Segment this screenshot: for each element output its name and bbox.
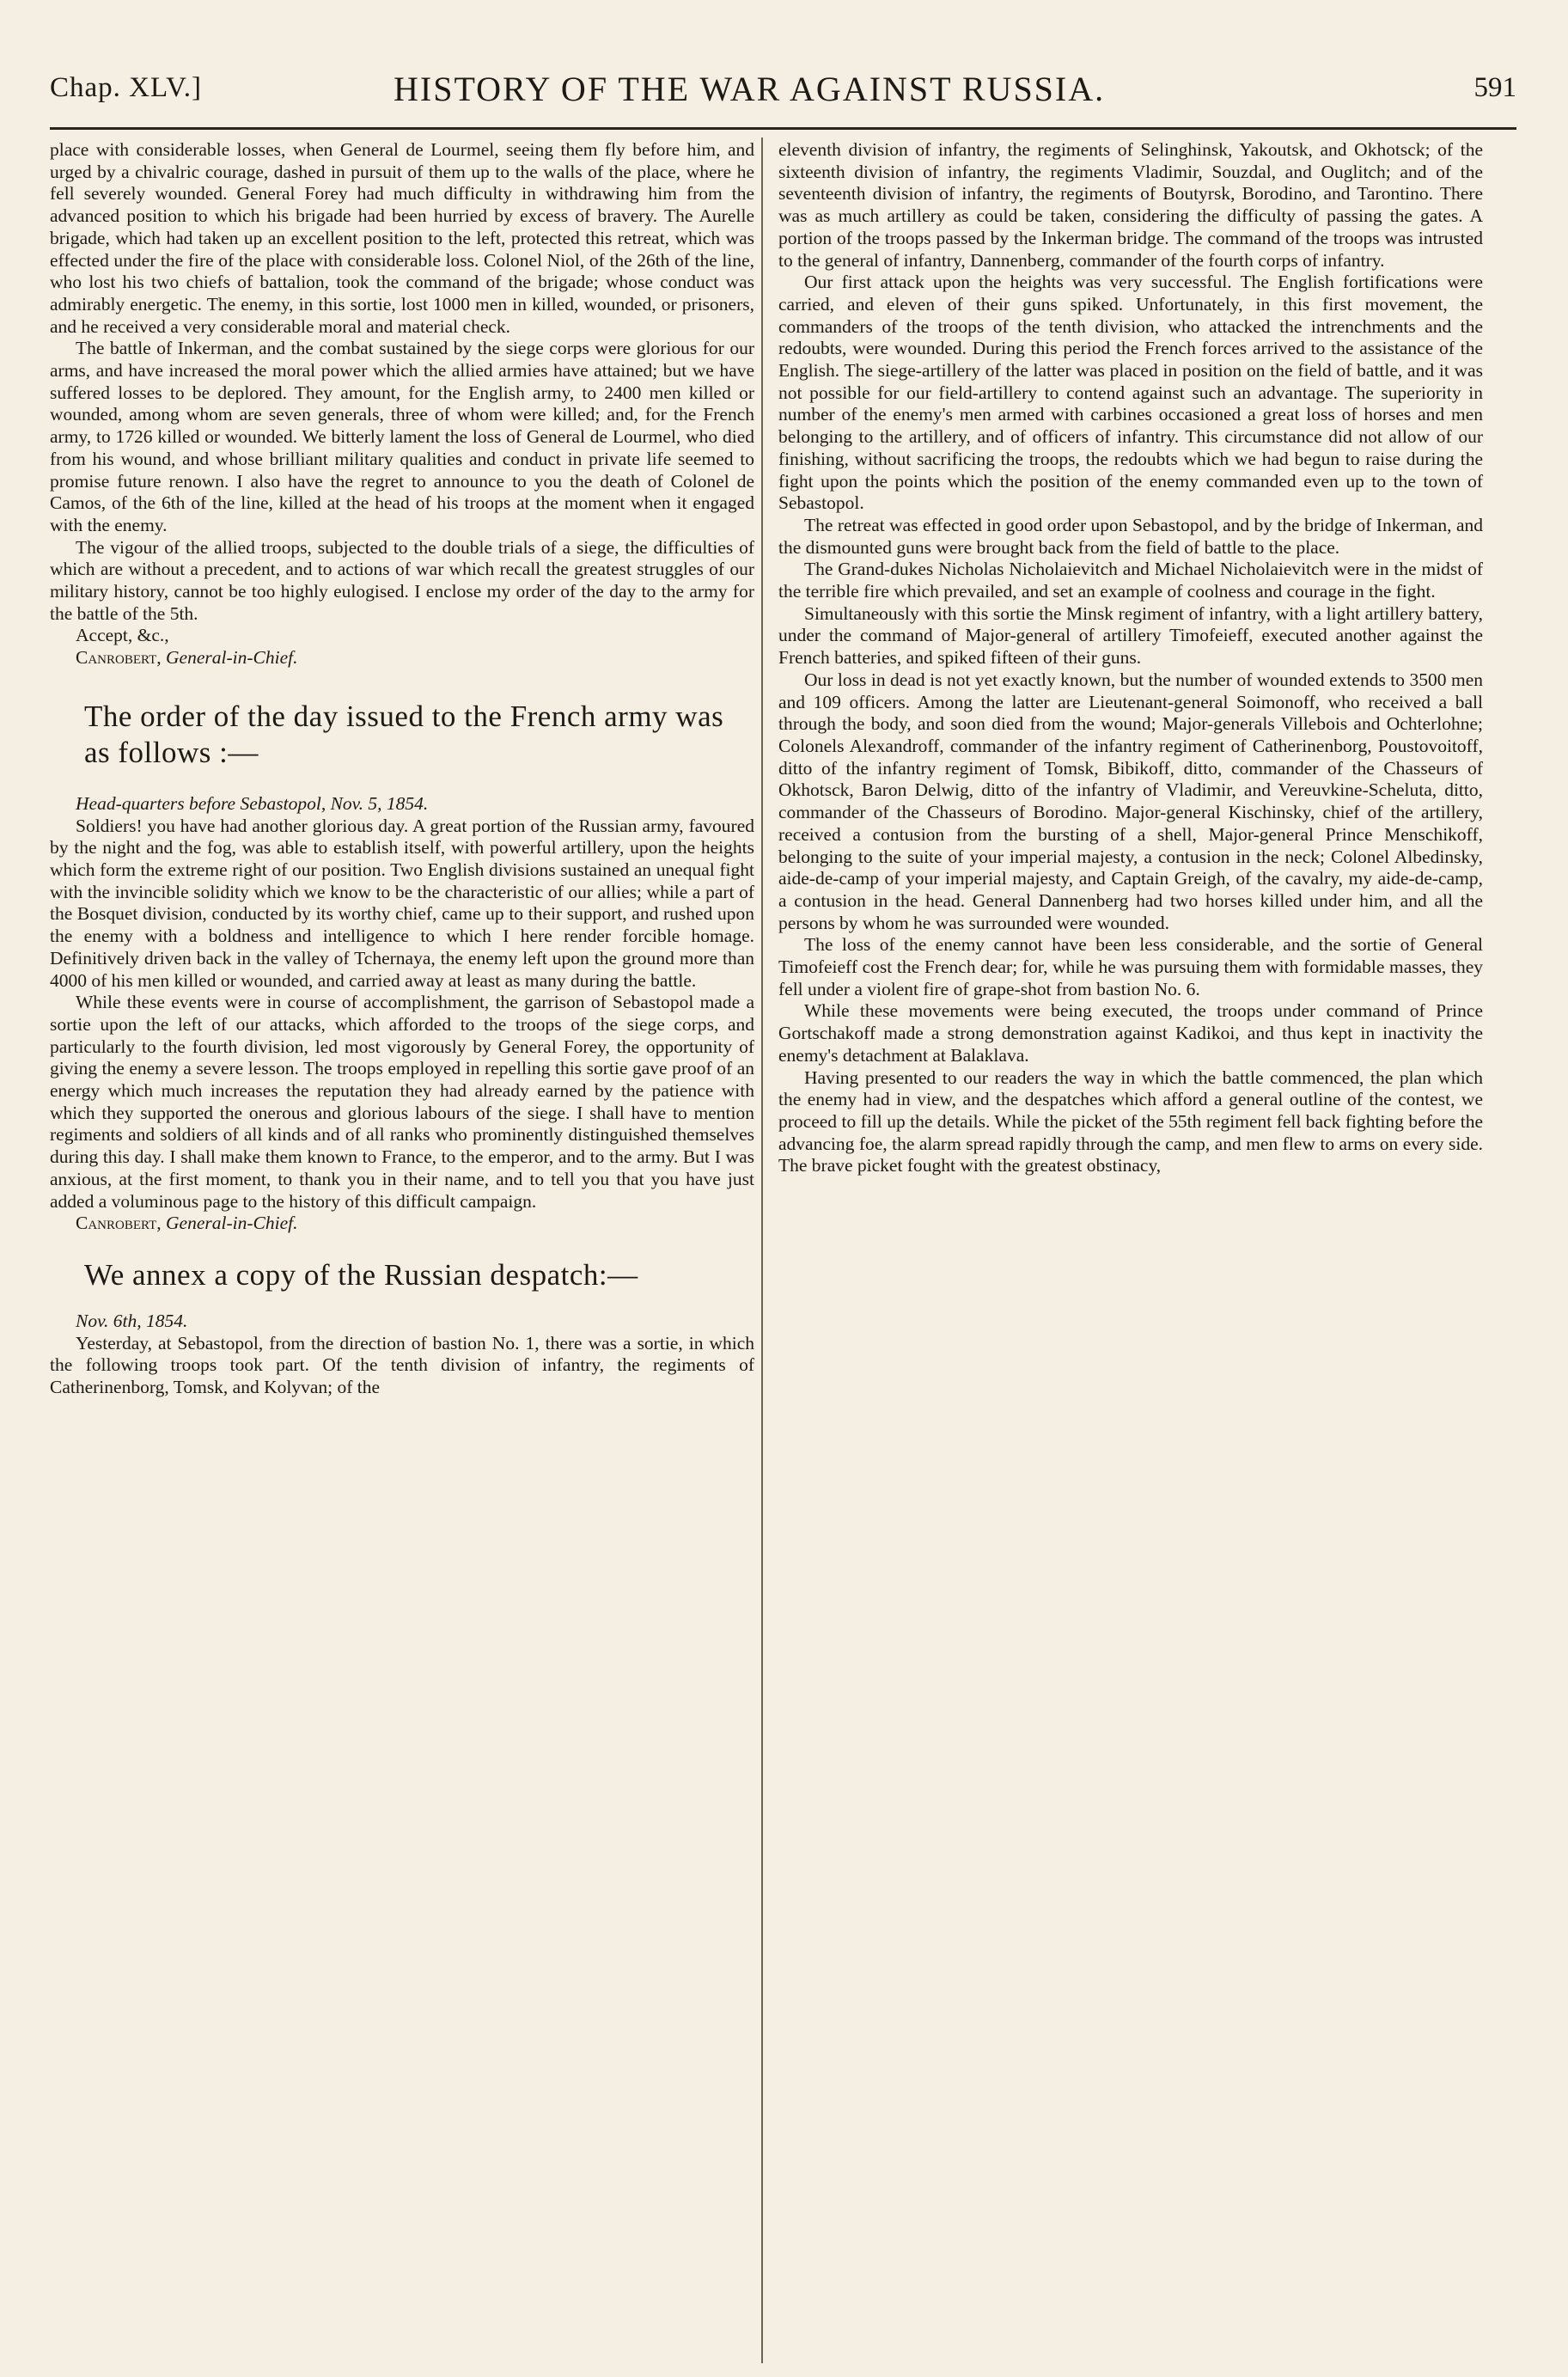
dateline: Head-quarters before Sebastopol, Nov. 5, 1854.	[76, 792, 429, 814]
signature	[50, 647, 754, 669]
running-head	[50, 67, 1516, 127]
paragraph: The vigour of the allied troops, subjected to the double trials of a siege, the difficulties of which are without a precedent, and to actions of war which recall the greatest struggles of our military history, cannot be too highly eulogised. I enclose my order of the day to the army for the battle of the 5th.	[50, 536, 754, 624]
paragraph: Soldiers! you have had another glorious day. A great portion of the Russian army, favoured by the night and the fog, was able to establish itself, with powerful artillery, upon the heights which form the extreme right of our position. Two English divisions sustained an unequal fight with the invincible solidity which we know to be the characteristic of our allies; while a part of the Bosquet division, conducted by its worthy chief, came up to their support, and rushed upon the enemy with a boldness and intelligence to which I here render forcible homage. Definitively driven back in the valley of Tchernaya, the enemy left upon the ground more than 4000 of his men killed or wounded, and carried away at least as many during the battle.	[50, 815, 754, 991]
signature-name: Canrobert,	[76, 1213, 162, 1234]
signature-name: Canrobert,	[76, 647, 162, 669]
signature-title: General-in-Chief.	[166, 1213, 298, 1234]
dateline: Nov. 6th, 1854.	[76, 1310, 188, 1331]
signature-title: General-in-Chief.	[166, 647, 298, 669]
section-heading: The order of the day issued to the French army was as follows :—	[84, 699, 724, 769]
column-divider	[761, 137, 763, 2363]
paragraph: Simultaneously with this sortie the Minsk regiment of infantry, with a light artillery battery, under the command of Major-general of artillery Timofeieff, executed another against the French batteries, and spiked fifteen of their guns.	[778, 602, 1483, 669]
paragraph: The battle of Inkerman, and the combat sustained by the siege corps were glorious for our arms, and have increased the moral power which the allied armies have attained; but we have suffered losses to be deplored. They amount, for the English army, to 2400 men killed or wounded, among whom are seven generals, three of whom were killed; and, for the French army, to 1726 killed or wounded. We bitterly lament the loss of General de Lourmel, who died from his wound, and whose brilliant military qualities and conduct in private life seemed to promise future renown. I also have the regret to announce to you the death of Colonel de Camos, of the 6th of the line, killed at the head of his troops at the moment when it engaged with the enemy.	[50, 338, 754, 535]
closing-salutation: Accept, &c.,	[76, 625, 169, 646]
page-number: 591	[1473, 72, 1516, 103]
paragraph: The Grand-dukes Nicholas Nicholaievitch and Michael Nicholaievitch were in the midst of the terrible fire which prevailed, and set an example of coolness and courage in the fight.	[778, 559, 1483, 602]
chapter-label: Chap. XLV.]	[50, 72, 202, 103]
section-heading: We annex a copy of the Russian despatch:—	[84, 1257, 638, 1292]
running-title: HISTORY OF THE WAR AGAINST RUSSIA.	[394, 70, 1106, 108]
left-column	[50, 139, 754, 1399]
header-rule	[50, 127, 1516, 130]
paragraph: place with considerable losses, when General de Lourmel, seeing them fly before him, and urged by a chivalric courage, dashed in pursuit of them up to the walls of the place, where he fell severely wounded. General Forey had much difficulty in withdrawing him from the advanced position to which his brigade had been hurried by excess of bravery. The Aurelle brigade, which had taken up an excellent position to the left, protected this retreat, which was effected under the fire of the place with considerable loss. Colonel Niol, of the 26th of the line, who lost his two chiefs of battalion, took the command of the brigade; whose conduct was admirably energetic. The enemy, in this sortie, lost 1000 men in killed, wounded, or prisoners, and he received a very considerable moral and material check.	[50, 139, 754, 337]
narrative-paragraph: Having presented to our readers the way in which the battle commenced, the plan which the enemy had in view, and the despatches which afford a general outline of the contest, we proceed to fill up the details. While the picket of the 55th regiment fell back fighting before the advancing foe, the alarm spread rapidly through the camp, and men flew to arms on every side. The brave picket fought with the greatest obstinacy,	[778, 1066, 1483, 1176]
paragraph: Yesterday, at Sebastopol, from the direction of bastion No. 1, there was a sortie, in which the following troops took part. Of the tenth division of infantry, the regiments of Catherinenborg, Tomsk, and Kolyvan; of the	[50, 1332, 754, 1398]
paragraph: While these movements were being executed, the troops under command of Prince Gortschakoff made a strong demonstration against Kadikoi, and thus kept in inactivity the enemy's detachment at Balaklava.	[778, 1000, 1483, 1066]
paragraph: The retreat was effected in good order upon Sebastopol, and by the bridge of Inkerman, and the dismounted guns were brought back from the field of battle to the place.	[778, 514, 1483, 558]
paragraph: While these events were in course of accomplishment, the garrison of Sebastopol made a sortie upon the left of our attacks, which afforded to the troops of the siege corps, and particularly to the fourth division, led most vigorously by General Forey, the opportunity of giving the enemy a severe lesson. The troops employed in repelling this sortie gave proof of an energy which much increases the reputation they had already earned by the patience with which they supported the onerous and glorious labours of the siege. I shall have to mention regiments and soldiers of all kinds and of all ranks who prominently distinguished themselves during this day. I shall make them known to France, to the emperor, and to the army. But I was anxious, at the first moment, to thank you in their name, and to tell you that you have just added a voluminous page to the history of this difficult campaign.	[50, 992, 754, 1212]
paragraph: The loss of the enemy cannot have been less considerable, and the sortie of General Timofeieff cost the French dear; for, while he was pursuing them with formidable masses, they fell under a violent fire of grape-shot from bastion No. 6.	[778, 934, 1483, 999]
paragraph: Our loss in dead is not yet exactly known, but the number of wounded extends to 3500 men and 109 officers. Among the latter are Lieutenant-general Soimonoff, who received a ball through the body, and soon died from the wound; Major-generals Villebois and Ochterlohne; Colonels Alexandroff, commander of the infantry regiment of Catherinenborg, Poustovoitoff, ditto of the infantry regiment of Tomsk, Bibikoff, ditto, commander of the Chasseurs of Okhotsck, Baron Delwig, ditto of the infantry of Vladimir, and Vereuvkine-Scheluta, ditto, commander of the Chasseurs of Borodino. Major-general Kischinsky, chief of the artillery, received a contusion from the bursting of a shell, Major-general Prince Menschikoff, belonging to the suite of your imperial majesty, a contusion in the neck; Colonel Albedinsky, aide-de-camp of your imperial majesty, and Captain Greigh, of the cavalry, my aide-de-camp, a contusion in the head. General Dannenberg had two horses killed under him, and all the persons by whom he was surrounded were wounded.	[778, 669, 1483, 933]
paragraph: Our first attack upon the heights was very successful. The English fortifications were carried, and eleven of their guns spiked. Unfortunately, in this first movement, the commanders of the troops of the tenth division, who attacked the intrenchments and the redoubts, were wounded. During this period the French forces arrived to the assistance of the English. The siege-artillery of the latter was placed in position on the field of battle, and it was not possible for our field-artillery to contend against such an advantage. The superiority in number of the enemy's men armed with carbines occasioned a great loss of horses and men belonging to the artillery, and of officers of infantry. This circumstance did not allow of our finishing, without sacrificing the troops, the redoubts which we had begun to raise during the fight upon the points which the position of the enemy commanded even up to the town of Sebastopol.	[778, 272, 1483, 514]
right-column	[778, 139, 1483, 1177]
paragraph: eleventh division of infantry, the regiments of Selinghinsk, Yakoutsk, and Okhotsck; of the sixteenth division of infantry, the regiments Vladimir, Souzdal, and Ouglitch; and of the seventeenth division of infantry, the regiments of Boutyrsk, Borodino, and Tarontino. There was as much artillery as could be taken, considering the difficulty of passing the gates. A portion of the troops passed by the Inkerman bridge. The command of the troops was intrusted to the general of infantry, Dannenberg, commander of the fourth corps of infantry.	[778, 139, 1483, 271]
signature	[50, 1213, 754, 1235]
